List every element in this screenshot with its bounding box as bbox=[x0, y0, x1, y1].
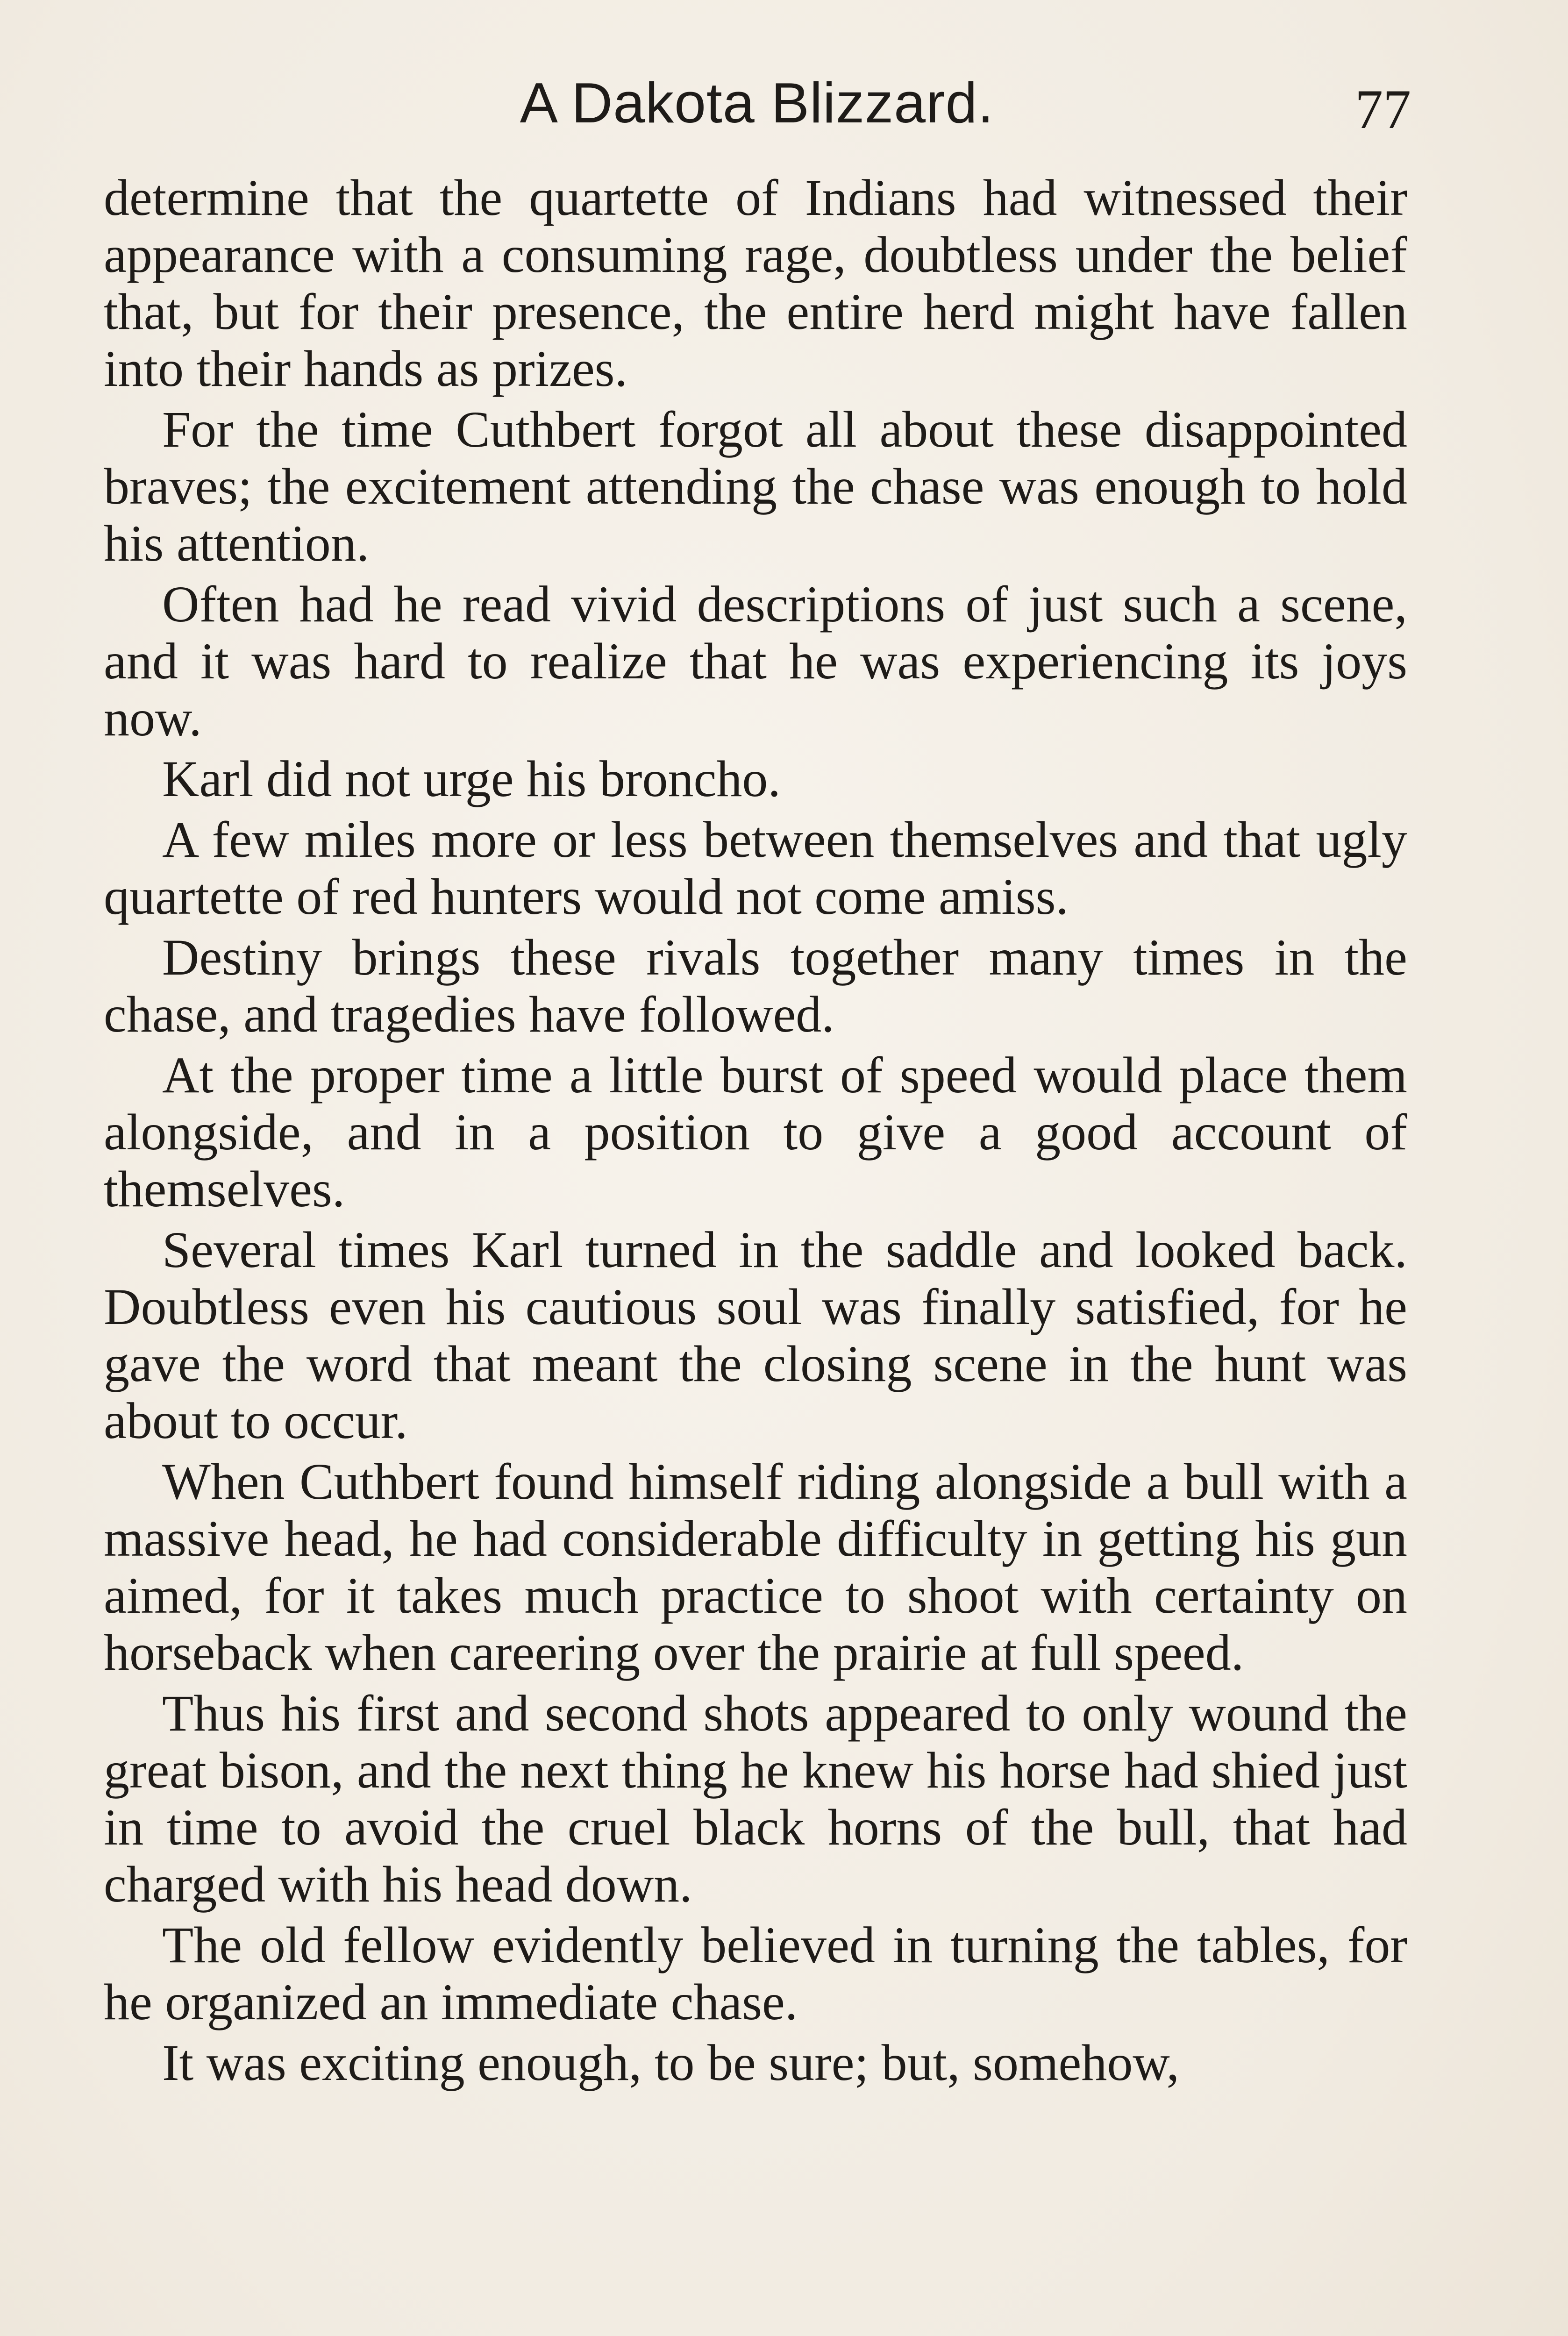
paragraph-2: For the time Cuthbert forgot all about these disappointed braves; the excitement attending the chase was enough to hold his attention. bbox=[104, 401, 1407, 572]
paragraph-12: It was exciting enough, to be sure; but, somehow, bbox=[162, 2034, 1180, 2091]
paragraph-9: When Cuthbert found himself riding alongside a bull with a massive head, he had considerable difficulty in getting his gun aimed, for it takes much practice to shoot with certainty on horseback when careering over the prairie at full speed. bbox=[104, 1453, 1407, 1681]
running-title: A Dakota Blizzard. bbox=[520, 71, 994, 135]
paragraph-7: At the proper time a little burst of speed would place them alongside, and in a position to give a good account of themselves. bbox=[104, 1047, 1407, 1218]
page-number: 77 bbox=[1355, 78, 1411, 140]
paragraph-4: Karl did not urge his broncho. bbox=[162, 750, 781, 807]
paragraph-6: Destiny brings these rivals together many times in the chase, and tragedies have followed. bbox=[104, 929, 1407, 1043]
running-head bbox=[103, 65, 1411, 140]
paragraph-11: The old fellow evidently believed in turning the tables, for he organized an immediate chase. bbox=[104, 1916, 1407, 2030]
paragraph-1: determine that the quartette of Indians had witnessed their appearance with a consuming rage, doubtless under the belief that, but for their presence, the entire herd might have fallen into their hands as prizes. bbox=[104, 169, 1407, 397]
paragraph-8: Several times Karl turned in the saddle and looked back. Doubtless even his cautious soul was finally satisfied, for he gave the word that meant the closing scene in the hunt was about to occur. bbox=[104, 1221, 1407, 1449]
body-text bbox=[104, 169, 1407, 2095]
paragraph-5: A few miles more or less between themselves and that ugly quartette of red hunters would not come amiss. bbox=[104, 811, 1407, 925]
paragraph-10: Thus his first and second shots appeared to only wound the great bison, and the next thing he knew his horse had shied just in time to avoid the cruel black horns of the bull, that had charged with his head down. bbox=[104, 1685, 1407, 1913]
paragraph-3: Often had he read vivid descriptions of just such a scene, and it was hard to realize that he was experiencing its joys now. bbox=[104, 576, 1407, 747]
